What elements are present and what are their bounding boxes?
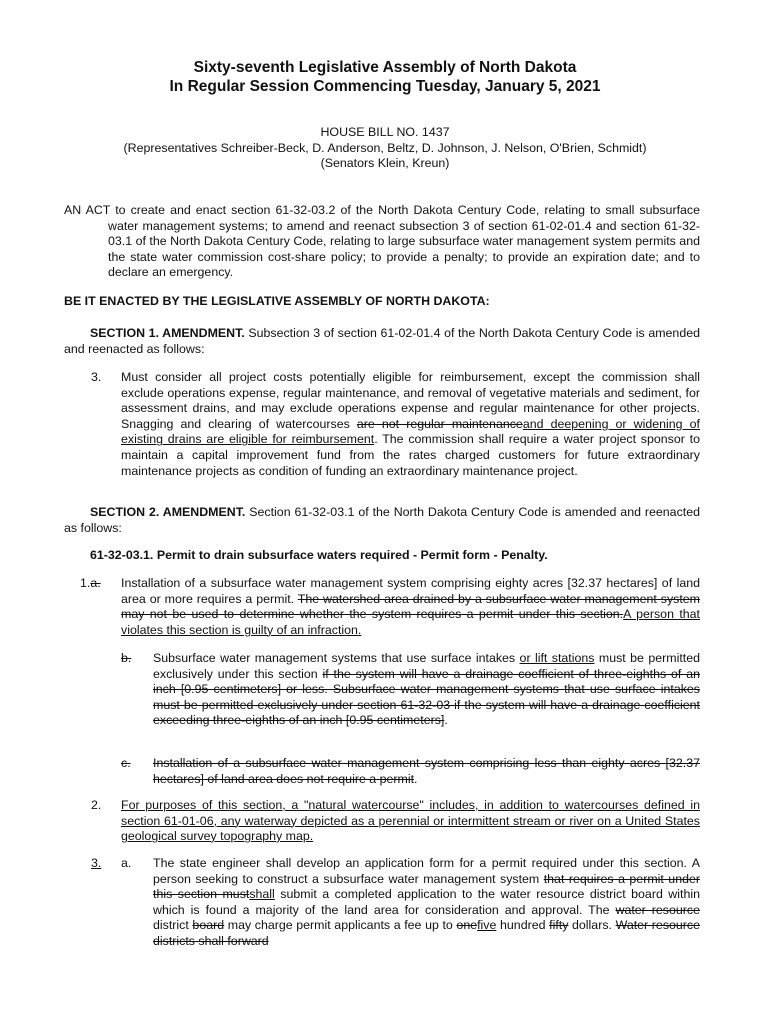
b-struck: if the system will have a drainage coefficient of three-eighths of an inch [0.95 centimeters] or less. Subsurface water management systems that use surface intakes must be permitted exclusively under section 61-32-03 if the system will have a drainage coefficient exceeding three-eighths of an inch [0.95 centimeters]	[153, 666, 700, 728]
section-1-intro	[64, 326, 700, 357]
catchline-text: 61-32-03.1. Permit to drain subsurface waters required - Permit form - Penalty.	[90, 548, 548, 562]
sub2-underlined: For purposes of this section, a "natural watercourse" includes, in addition to watercourses defined in section 61-01-06, any waterway depicted as a perennial or intermittent stream or river on a United States geological survey topography map.	[121, 798, 700, 844]
sub1-struck: The watershed area drained by a subsurface water management system may not be used to determine whether the system requires a permit under this section.	[121, 591, 700, 622]
sub3-s2: water resource	[615, 902, 700, 917]
act-title-text: AN ACT to create and enact section 61-32-03.2 of the North Dakota Century Code, relating to small subsurface water management systems; to amend and reenact subsection 3 of section 61-02-01.4 and section 61-32-03.1 of the North Dakota Century Code, relating to large subsurface water management system permits and the state water commission cost-share policy; to provide a penalty; to provide an expiration date; and to declare an emergency.	[64, 203, 700, 280]
sub3-s4: one	[456, 918, 478, 933]
sub3-t5: hundred	[496, 918, 550, 933]
sub3-s1: that requires a permit under this section must	[153, 871, 700, 902]
subsection-3-number	[91, 856, 101, 872]
subsection-2-number: 2.	[91, 798, 102, 812]
sub3-num: 3.	[91, 856, 102, 870]
heading-line-2: In Regular Session Commencing Tuesday, January 5, 2021	[169, 78, 601, 95]
subsection-1-number	[80, 576, 101, 592]
c-struck: Installation of a subsurface water management system comprising less than eighty acres [32.37 hectares] of land area does not require a permit	[153, 756, 700, 786]
heading-line-1: Sixty-seventh Legislative Assembly of North Dakota	[193, 59, 577, 76]
sub3-t1: The state engineer shall develop an application form for a permit required under this section. A person seeking to construct a subsurface water management system	[153, 856, 700, 886]
section-catchline	[90, 548, 700, 564]
subsection-1	[121, 576, 700, 638]
subdivision-c-letter	[121, 756, 131, 772]
item-underlined-text: and deepening or widening of existing drains are eligible for reimbursement	[121, 416, 700, 447]
bill-number: HOUSE BILL NO. 1437	[320, 125, 450, 139]
b-text-a: Subsurface water management systems that use surface intakes	[153, 651, 520, 665]
section-2-label: SECTION 2. AMENDMENT.	[90, 505, 246, 519]
sub3-u1: shall	[249, 887, 275, 902]
sub3-t4: may charge permit applicants a fee up to	[224, 918, 457, 933]
section-1-text: Subsection 3 of section 61-02-01.4 of the North Dakota Century Code is amended and reenacted as follows:	[64, 326, 700, 356]
b-letter: b.	[121, 651, 132, 665]
sub3-t6: dollars.	[568, 918, 616, 933]
item-struck-text: are not regular maintenance	[356, 416, 523, 431]
c-letter: c.	[121, 756, 131, 770]
enacting-clause	[64, 294, 700, 310]
b-underlined: or lift stations	[519, 651, 595, 665]
sub3-s6: Water resource districts shall forward	[153, 918, 701, 948]
sub3-s3: board	[192, 918, 225, 933]
section-2-text: Section 61-32-03.1 of the North Dakota Century Code is amended and reenacted as follows:	[64, 505, 700, 535]
item-text-a: Must consider all project costs potentially eligible for reimbursement, except the commission shall exclude operations expense, regular maintenance, and removal of vegetative materials and sediment, for assessment drains, and may exclude operations expense and regular maintenance for other projects. Snagging and clearing of watercourses	[121, 370, 700, 431]
subdivision-b	[153, 651, 700, 729]
subdivision-b-letter	[121, 651, 131, 667]
act-title	[64, 203, 700, 281]
sub1-underlined: A person that violates this section is guilty of an infraction.	[121, 607, 700, 637]
c-end: .	[414, 771, 418, 786]
sub3-u2: five	[477, 918, 497, 933]
subsection-3-letter: a.	[121, 856, 132, 870]
sub3-t3: district	[153, 918, 193, 933]
sponsor-senators: (Senators Klein, Kreun)	[320, 156, 450, 171]
item-text-b: . The commission shall require a water project sponsor to maintain a capital improvement fund from the rates charged customers for future extraordinary maintenance projects as condition of funding an extraordinary maintenance project.	[121, 432, 700, 478]
section-2-intro	[64, 505, 700, 536]
sub1-struck-letter: a.	[90, 576, 101, 590]
b-text-b: must be permitted exclusively under this section	[153, 651, 700, 681]
sub1-text: Installation of a subsurface water management system comprising eighty acres [32.37 hectares] of land area or more requires a permit.	[121, 576, 700, 606]
section-1-item-number: 3.	[91, 370, 102, 384]
subdivision-c	[153, 756, 700, 787]
sub3-t2: submit a completed application to the water resource district board within which is found a majority of the land area for consideration and approval. The	[153, 887, 700, 917]
sub3-s5: fifty	[549, 918, 569, 933]
sub1-num: 1.	[80, 576, 91, 590]
assembly-heading	[0, 58, 770, 96]
section-1-label: SECTION 1. AMENDMENT.	[90, 326, 245, 340]
bill-info	[0, 125, 770, 172]
enacting-clause-text: BE IT ENACTED BY THE LEGISLATIVE ASSEMBLY OF NORTH DAKOTA:	[64, 294, 490, 308]
sponsor-representatives: (Representatives Schreiber-Beck, D. Anderson, Beltz, D. Johnson, J. Nelson, O'Brien, Schmidt)	[123, 140, 647, 155]
section-1-item	[121, 370, 700, 479]
subsection-2	[121, 798, 700, 845]
b-end: .	[444, 713, 448, 728]
subsection-3a	[153, 856, 700, 950]
